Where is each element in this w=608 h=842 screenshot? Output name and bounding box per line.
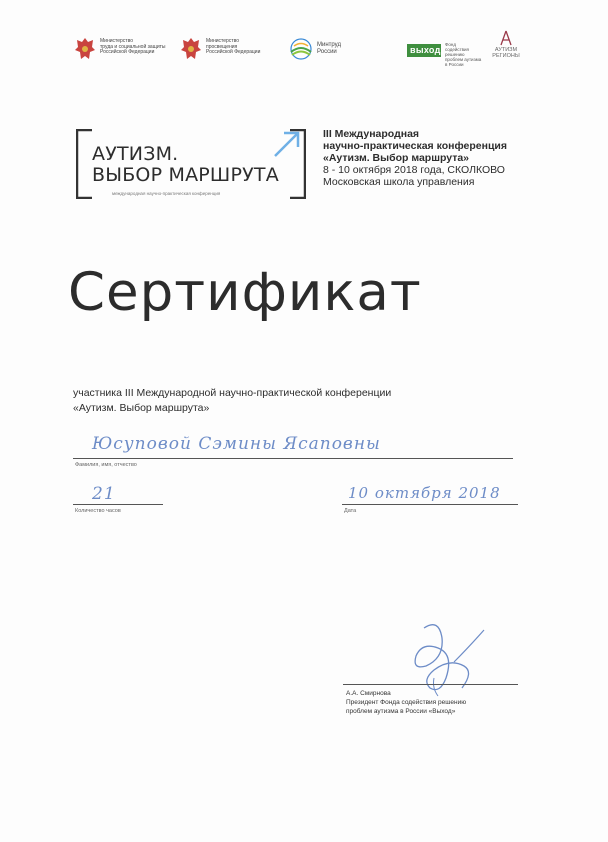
partner-3-line-1: Минтруд [317, 42, 341, 48]
conference-info-line-4: 8 - 10 октября 2018 года, СКОЛКОВО [323, 164, 505, 176]
vykhod-badge [407, 44, 441, 57]
date-field-caption: Дата [344, 508, 357, 514]
hours-field-value: 21 [92, 484, 116, 504]
letter-a-icon [499, 30, 513, 46]
conference-info-line-3: «Аутизм. Выбор маршрута» [323, 152, 470, 164]
sun-hills-icon [288, 38, 314, 60]
partner-1-line-2: труда и социальной защиты [100, 43, 166, 50]
arrow-up-right-icon [272, 129, 302, 159]
participant-text [73, 386, 391, 416]
date-field-value: 10 октября 2018 [348, 484, 501, 502]
partner-5-line-1: Фонд [445, 42, 457, 47]
name-field-value: Юсуповой Сэмины Ясаповны [92, 434, 381, 454]
name-field-underline [73, 458, 513, 459]
conference-logo-line-1: АУТИЗМ. [92, 143, 179, 165]
coat-of-arms-icon [180, 36, 202, 62]
signatory-title-line-2: проблем аутизма в России «Выход» [346, 708, 456, 715]
partner-5-line-2: содействия решению [445, 47, 469, 57]
partner-logo-minpros-rf [180, 36, 275, 64]
vykhod-logo-text: выход [410, 45, 441, 55]
partner-2-line-2: просвещения [206, 43, 238, 50]
partner-6-line-2: РЕГИОНЫ [492, 53, 520, 59]
partner-1-line-1: Министерство [100, 38, 133, 44]
partner-2-line-1: Министерство [206, 38, 239, 44]
hours-field-caption: Количество часов [75, 508, 121, 514]
partner-logo-vykhod [407, 42, 487, 67]
partner-5-line-4: в России [445, 62, 464, 67]
partner-6-line-1: АУТИЗМ [494, 47, 518, 53]
partner-2-line-3: Российской Федерации [206, 49, 261, 56]
signatory-name: А.А. Смирнова [346, 690, 391, 697]
participant-line-1: участника III Международной научно-практической конференции [73, 387, 392, 399]
partner-logo-mintrud-rf [74, 36, 169, 64]
conference-logo-line-2: ВЫБОР МАРШРУТА [92, 164, 279, 186]
partner-5-line-3: проблем аутизма [445, 57, 482, 62]
conference-info [323, 128, 583, 188]
partner-1-line-3: Российской Федерации [100, 49, 155, 56]
date-field-underline [342, 504, 518, 505]
conference-logo [76, 129, 306, 199]
coat-of-arms-icon [74, 36, 96, 62]
signatory-block [346, 689, 466, 716]
conference-info-line-5: Московская школа управления [323, 176, 475, 188]
certificate-title: Сертификат [68, 262, 422, 323]
signatory-title-line-1: Президент Фонда содействия решению [346, 699, 467, 706]
name-field-caption: Фамилия, имя, отчество [75, 462, 137, 468]
signature-line [343, 684, 518, 685]
participant-line-2: «Аутизм. Выбор маршрута» [73, 402, 210, 414]
partner-logo-autism-regions [486, 30, 526, 64]
hours-field-underline [73, 504, 163, 505]
partner-3-line-2: России [317, 49, 337, 55]
conference-info-line-2: научно-практическая конференция [323, 140, 507, 152]
conference-logo-tagline: международная научно-практическая конференция [112, 191, 221, 196]
partner-logo-mintrud-russia [288, 36, 358, 64]
conference-info-line-1: III Международная [323, 128, 420, 140]
